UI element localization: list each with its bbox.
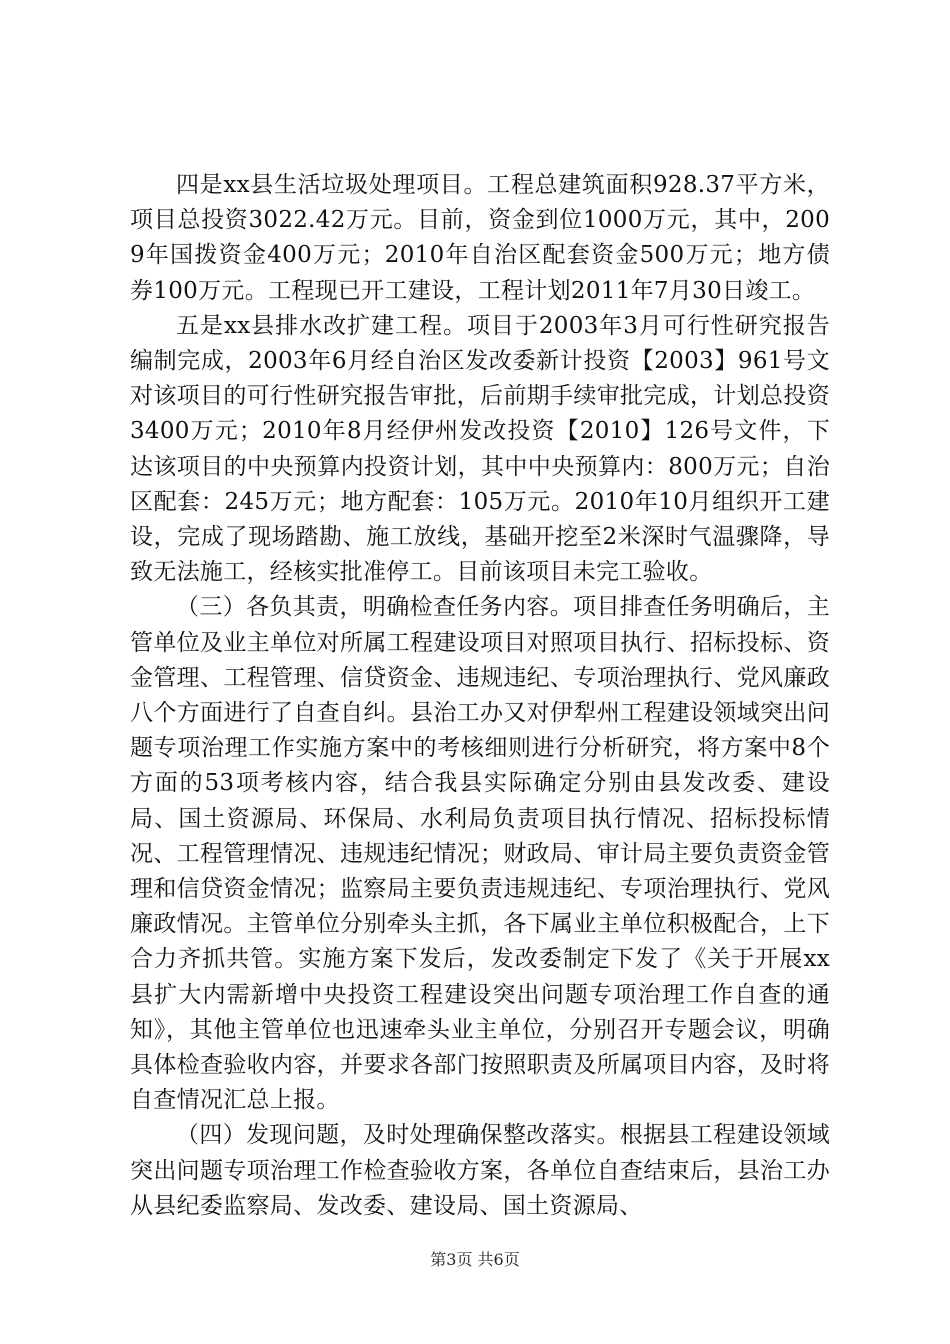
paragraph-project-five: 五是xx县排水改扩建工程。项目于2003年3月可行性研究报告编制完成，2003年6月经自治区发改委新计投资【2003】961号文对该项目的可行性研究报告审批，后前期手续审批完成，计划总投资3400万元；2010年8月经伊州发改投资【2010】126号文件，下达该项目的中央预算内投资计划，其中中央预算内：800万元；自治区配套：245万元；地方配套：105万元。2010年10月组织开工建设，完成了现场踏勘、施工放线，基础开挖至2米深时气温骤降，导致无法施工，经核实批准停工。目前该项目未完工验收。 [130, 312, 830, 586]
page-footer: 第3页 共6页 [430, 1250, 520, 1269]
document-body [130, 168, 830, 1224]
paragraph-project-four: 四是xx县生活垃圾处理项目。工程总建筑面积928.37平方米，项目总投资3022.42万元。目前，资金到位1000万元，其中，2009年国拨资金400万元；2010年自治区配套资金500万元；地方债券100万元。工程现已开工建设，工程计划2011年7月30日竣工。 [130, 172, 830, 304]
paragraph-section-three: （三）各负其责，明确检查任务内容。项目排查任务明确后，主管单位及业主单位对所属工程建设项目对照项目执行、招标投标、资金管理、工程管理、信贷资金、违规违纪、专项治理执行、党风廉政八个方面进行了自查自纠。县治工办又对伊犁州工程建设领域突出问题专项治理工作实施方案中的考核细则进行分析研究，将方案中8个方面的53项考核内容，结合我县实际确定分别由县发改委、建设局、国土资源局、环保局、水利局负责项目执行情况、招标投标情况、工程管理情况、违规违纪情况；财政局、审计局主要负责资金管理和信贷资金情况；监察局主要负责违规违纪、专项治理执行、党风廉政情况。主管单位分别牵头主抓，各下属业主单位积极配合，上下合力齐抓共管。实施方案下发后，发改委制定下发了《关于开展xx县扩大内需新增中央投资工程建设突出问题专项治理工作自查的通知》，其他主管单位也迅速牵头业主单位，分别召开专题会议，明确具体检查验收内容，并要求各部门按照职责及所属项目内容，及时将自查情况汇总上报。 [130, 594, 830, 1114]
paragraph-section-four: （四）发现问题，及时处理确保整改落实。根据县工程建设领域突出问题专项治理工作检查验收方案，各单位自查结束后，县治工办从县纪委监察局、发改委、建设局、国土资源局、 [130, 1122, 830, 1219]
